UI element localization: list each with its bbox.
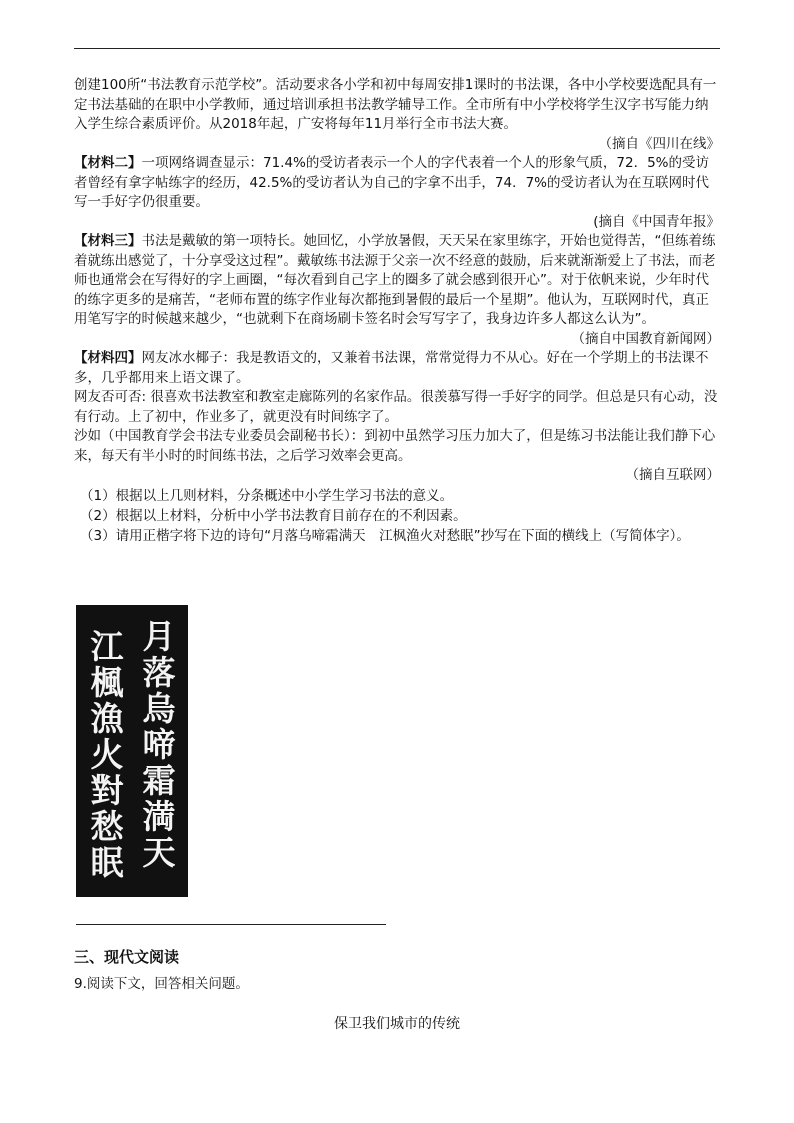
- question-3: （3）请用正楷字将下边的诗句“月落乌啼霜满天 江枫渔火对愁眠”抄写在下面的横线上（写简体字）。: [80, 527, 690, 544]
- calligraphy-char: 江: [90, 627, 124, 666]
- question-instruction: 9.阅读下文，回答相关问题。: [74, 976, 249, 992]
- calligraphy-left-column: [86, 629, 128, 881]
- question-1: （1）根据以上几则材料，分条概述中小学生学习书法的意义。: [80, 487, 454, 504]
- material-2: [74, 154, 720, 213]
- material-2-source: (摘自《中国青年报》: [593, 213, 720, 230]
- material-3-source: （摘自中国教育新闻网）: [571, 330, 720, 347]
- calligraphy-char: 満: [142, 797, 176, 836]
- header-rule: [74, 48, 720, 49]
- material-2-label: 【材料二】: [74, 155, 142, 171]
- calligraphy-char: 漁: [90, 699, 124, 738]
- intro-source: （摘自《四川在线》: [598, 135, 720, 152]
- material-3-label: 【材料三】: [74, 233, 142, 249]
- material-4-label: 【材料四】: [74, 350, 142, 366]
- material-3: [74, 232, 720, 330]
- material-3-text: 书法是戴敏的第一项特长。她回忆，小学放暑假，天天呆在家里练字，开始也觉得苦，“但练着练着就练出感觉了，十分享受这过程”。戴敏练书法源于父亲一次不经意的鼓励，后来就渐渐爱上了书法，而老师也通常会在写得好的字上画圈，“每次看到自己字上的圈多了就会感到很开心”。对于依帆来说，少年时代的练字更多的是痛苦，“老师布置的练字作业每次都拖到暑假的最后一个星期”。他认为，互联网时代，真正用笔写字的时候越来越少，“也就剩下在商场刷卡签名时会写写字了，我身边许多人都这么认为”。: [74, 233, 716, 327]
- material-4-source: （摘自互联网）: [625, 467, 720, 483]
- material-4-paragraph-3: 沙如（中国教育学会书法专业委员会副秘书长）：到初中虽然学习压力加大了，但是练习书法能让我们静下心来，每天有半小时的时间练书法，之后学习效率会更高。: [74, 428, 716, 464]
- answer-line[interactable]: [76, 924, 386, 925]
- calligraphy-char: 天: [142, 833, 176, 872]
- calligraphy-char: 啼: [142, 725, 176, 764]
- calligraphy-image: [76, 605, 188, 897]
- calligraphy-char: 落: [142, 653, 176, 692]
- material-4: [74, 349, 720, 388]
- article-title: 保卫我们城市的传统: [334, 1016, 460, 1032]
- material-4-paragraph-2: 网友否可否: 很喜欢书法教室和教室走廊陈列的名家作品。很羡慕写得一手好字的同学。但总是只有心动，没有行动。上了初中，作业多了，就更没有时间练字了。: [74, 389, 718, 425]
- intro-paragraph: 创建100所“书法教育示范学校”。活动要求各小学和初中每周安排1课时的书法课，各中小学校要选配具有一定书法基础的在职中小学教师，通过培训承担书法教学辅导工作。全市所有中小学校将学生汉字书写能力纳入学生综合素质评价。从2018年起，广安将每年11月举行全市书法大赛。: [74, 77, 717, 132]
- calligraphy-char: 對: [90, 771, 124, 810]
- calligraphy-char: 烏: [142, 689, 176, 728]
- material-2-text: 一项网络调查显示：71.4%的受访者表示一个人的字代表着一个人的形象气质，72．5%的受访者曾经有拿字帖练字的经历，42.5%的受访者认为自己的字拿不出手，74．7%的受访者认为在互联网时代写一手好字仍很重要。: [74, 155, 709, 210]
- calligraphy-char: 霜: [142, 761, 176, 800]
- calligraphy-char: 楓: [90, 663, 124, 702]
- calligraphy-right-column: [138, 619, 180, 871]
- calligraphy-char: 愁: [90, 807, 124, 846]
- materials-block: [74, 76, 720, 546]
- calligraphy-char: 月: [142, 617, 176, 656]
- section-heading: 三、现代文阅读: [74, 948, 180, 966]
- calligraphy-char: 眠: [90, 843, 124, 882]
- calligraphy-char: 火: [90, 735, 124, 774]
- question-2: （2）根据以上材料，分析中小学书法教育目前存在的不利因素。: [80, 507, 467, 524]
- material-4-text: 网友冰水椰子：我是教语文的，又兼着书法课，常常觉得力不从心。好在一个学期上的书法课不多，几乎都用来上语文课了。: [74, 350, 709, 386]
